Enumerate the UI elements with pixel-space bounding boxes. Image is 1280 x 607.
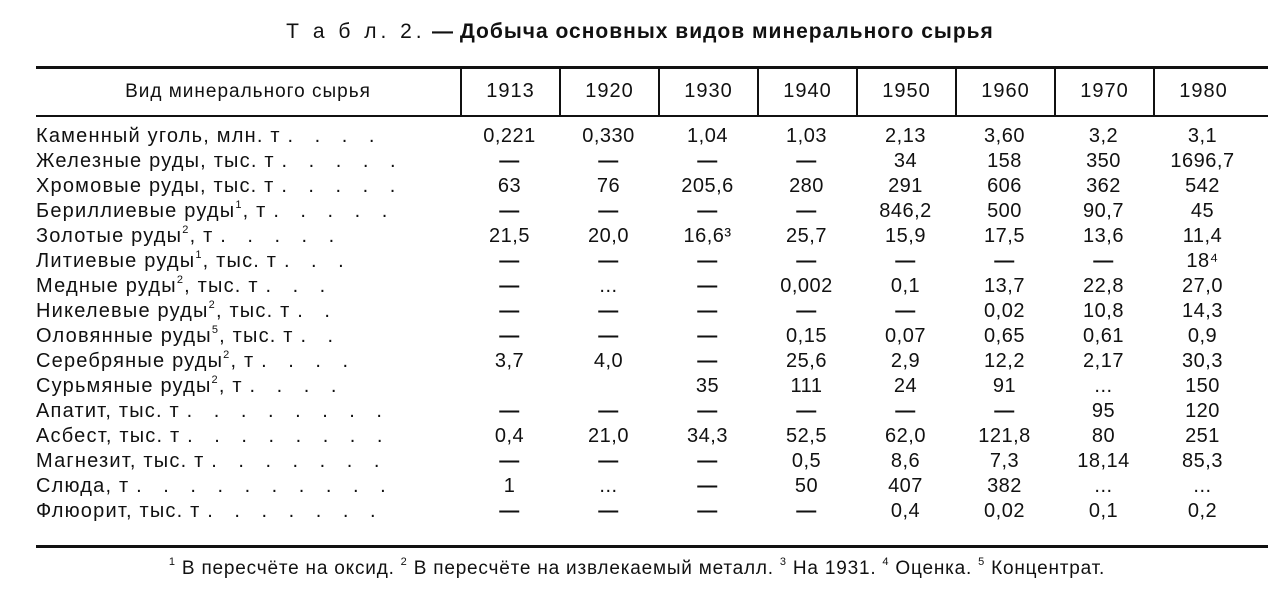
leader-dots: . . . . <box>287 125 383 147</box>
bottom-rule <box>36 545 1268 548</box>
table-cell: 0,221 <box>483 125 536 147</box>
table-cell: 24 <box>893 375 918 397</box>
table-cell: 15,9 <box>885 225 926 247</box>
row-footnote-mark: 2 <box>208 300 216 311</box>
row-name <box>36 150 460 173</box>
table-cell: 280 <box>789 175 824 197</box>
table-cell: 0,4 <box>890 500 921 522</box>
table-cell: 25,6 <box>786 350 827 372</box>
table-row <box>36 449 1268 474</box>
table-cell: — <box>598 450 619 472</box>
table-cell: — <box>895 400 916 422</box>
table-cell: 111 <box>790 375 823 397</box>
table-cell: 10,8 <box>1083 300 1124 322</box>
table-cell: 362 <box>1086 175 1121 197</box>
footnote-text: Оценка. <box>895 558 973 579</box>
header-name-column: Вид минерального сырья <box>125 80 371 102</box>
table-cell: — <box>499 325 520 347</box>
table-cell: 3,1 <box>1187 125 1218 147</box>
table-cell: 80 <box>1091 425 1116 447</box>
row-unit: , т <box>242 200 267 222</box>
header-year: 1950 <box>856 68 955 115</box>
table-cell: 0,02 <box>984 300 1025 322</box>
table-cell: 13,7 <box>984 275 1025 297</box>
header-year: 1980 <box>1153 68 1252 115</box>
row-label: Железные руды, тыс. т <box>36 150 275 172</box>
table-cell: 606 <box>987 175 1022 197</box>
table-cell: — <box>796 200 817 222</box>
leader-dots: . . . <box>283 250 352 272</box>
row-footnote-mark: 1 <box>235 200 243 211</box>
table-cell: — <box>499 300 520 322</box>
table-cell: — <box>697 500 718 522</box>
row-label: Оловянные руды <box>36 325 212 347</box>
table-cell: 0,2 <box>1187 500 1218 522</box>
table-cell: — <box>598 400 619 422</box>
row-name <box>36 175 460 198</box>
row-footnote-mark: 5 <box>211 325 220 336</box>
footnote-text: В пересчёте на извлекаемый металл. <box>413 558 774 579</box>
row-unit: , тыс. т <box>202 250 278 272</box>
row-label: Хромовые руды, тыс. т <box>36 175 275 197</box>
table-cell: — <box>499 500 520 522</box>
table-cell: — <box>796 500 817 522</box>
table-cell: — <box>499 400 520 422</box>
table-cell: 1 <box>503 475 516 497</box>
row-name <box>36 225 460 248</box>
table-row <box>36 249 1268 274</box>
header-rule <box>36 115 1268 117</box>
table-cell: 7,3 <box>989 450 1020 472</box>
row-footnote-mark: 2 <box>223 350 231 361</box>
table-cell: 2,17 <box>1083 350 1124 372</box>
table-cell: 34,3 <box>687 425 728 447</box>
table-cell: 120 <box>1185 400 1220 422</box>
table-cell: — <box>697 350 718 372</box>
table-cell: 150 <box>1185 375 1220 397</box>
table-cell: 17,5 <box>984 225 1025 247</box>
table-cell: 1696,7 <box>1170 150 1235 172</box>
footnote-text: Концентрат. <box>991 558 1106 579</box>
footnote-number: 4 <box>882 556 890 568</box>
table-cell: — <box>1093 250 1114 272</box>
header-year: 1960 <box>955 68 1054 115</box>
table-cell: 95 <box>1091 400 1116 422</box>
row-footnote-mark: 2 <box>211 375 219 386</box>
row-label: Серебряные руды <box>36 350 224 372</box>
row-unit: , т <box>189 225 214 247</box>
table-cell: 1,04 <box>687 125 728 147</box>
row-unit: , т <box>230 350 255 372</box>
footnote-number: 1 <box>168 556 176 568</box>
row-label: Сурьмяные руды <box>36 375 212 397</box>
table-cell: 0,9 <box>1187 325 1218 347</box>
table-cell: 0,4 <box>494 425 525 447</box>
table-cell: — <box>895 250 916 272</box>
table-cell: 20,0 <box>588 225 629 247</box>
table-cell: 382 <box>987 475 1022 497</box>
table-cell: 0,1 <box>1088 500 1119 522</box>
leader-dots: . . . . . . . . <box>187 425 391 447</box>
row-name <box>36 325 460 348</box>
table-cell: — <box>697 300 718 322</box>
table-cell: — <box>994 400 1015 422</box>
table-cell: — <box>697 400 718 422</box>
footnote-text: На 1931. <box>792 558 877 579</box>
table-cell: — <box>697 275 718 297</box>
table-row <box>36 324 1268 349</box>
table-cell: 14,3 <box>1182 300 1223 322</box>
row-label: Медные руды <box>36 275 177 297</box>
table-cell: — <box>895 300 916 322</box>
footnote-number: 3 <box>779 556 787 568</box>
table-cell: 0,5 <box>791 450 822 472</box>
table-row <box>36 424 1268 449</box>
table-row <box>36 349 1268 374</box>
table-row <box>36 199 1268 224</box>
row-name <box>36 125 460 148</box>
row-label: Литиевые руды <box>36 250 196 272</box>
table-cell: ... <box>1094 475 1113 497</box>
row-label: Бериллиевые руды <box>36 200 236 222</box>
leader-dots: . . . <box>265 275 334 297</box>
header-year: 1970 <box>1054 68 1153 115</box>
table-cell: — <box>598 150 619 172</box>
table-cell: 0,02 <box>984 500 1025 522</box>
row-footnote-mark: 2 <box>176 275 185 286</box>
table-cell: 62,0 <box>885 425 926 447</box>
leader-dots: . . <box>297 300 338 322</box>
table-cell: 3,2 <box>1088 125 1119 147</box>
row-name <box>36 450 460 473</box>
table-cell: — <box>796 250 817 272</box>
footnote <box>882 558 972 579</box>
table-cell: 52,5 <box>786 425 827 447</box>
table-cell: 0,65 <box>984 325 1025 347</box>
row-label: Асбест, тыс. т <box>36 425 181 447</box>
row-label: Золотые руды <box>36 225 183 247</box>
row-name <box>36 200 460 223</box>
table-cell: 291 <box>888 175 923 197</box>
row-name <box>36 500 460 523</box>
row-name <box>36 400 460 423</box>
table-cell: 350 <box>1086 150 1121 172</box>
table-cell: — <box>499 200 520 222</box>
table-row <box>36 299 1268 324</box>
table-cell: 8,6 <box>890 450 921 472</box>
table-body <box>36 124 1268 524</box>
table-cell: — <box>598 300 619 322</box>
table-row <box>36 149 1268 174</box>
row-name <box>36 275 460 298</box>
table-cell: — <box>697 450 718 472</box>
table-cell: 0,002 <box>780 275 833 297</box>
table-cell: ... <box>599 475 618 497</box>
footnote <box>780 558 877 579</box>
row-name <box>36 475 460 498</box>
table-heading: Добыча основных видов минерального сырья <box>459 20 994 43</box>
table-cell: 91 <box>992 375 1017 397</box>
table-cell: 85,3 <box>1182 450 1223 472</box>
table-cell: — <box>598 250 619 272</box>
table-cell: ... <box>599 275 618 297</box>
table-cell: — <box>499 150 520 172</box>
table-cell: — <box>499 250 520 272</box>
row-unit: , т <box>218 375 243 397</box>
table-label: Т а б л. 2. <box>286 20 426 43</box>
leader-dots: . . . . . <box>281 175 404 197</box>
table-cell: — <box>598 200 619 222</box>
table-row <box>36 374 1268 399</box>
table-cell: 2,13 <box>885 125 926 147</box>
leader-dots: . . . . <box>249 375 345 397</box>
leader-dots: . . . . . <box>281 150 404 172</box>
table-row <box>36 499 1268 524</box>
table-cell: — <box>697 200 718 222</box>
row-unit: , тыс. т <box>219 325 294 347</box>
table-cell: 407 <box>888 475 923 497</box>
table-cell: — <box>697 250 718 272</box>
table-cell: 500 <box>987 200 1022 222</box>
row-unit: , тыс. т <box>184 275 259 297</box>
table-row <box>36 274 1268 299</box>
table-cell: 158 <box>987 150 1022 172</box>
table-cell: 0,61 <box>1083 325 1124 347</box>
row-footnote-mark: 2 <box>182 225 190 236</box>
table-cell: 50 <box>794 475 819 497</box>
table-cell: 0,330 <box>582 125 635 147</box>
title-dash: — <box>432 20 454 43</box>
table-cell: 90,7 <box>1083 200 1124 222</box>
leader-dots: . . <box>300 325 342 347</box>
table-cell: 45 <box>1190 200 1215 222</box>
row-footnote-mark: 1 <box>195 250 203 261</box>
table-cell: 22,8 <box>1083 275 1124 297</box>
table-cell: — <box>598 500 619 522</box>
table-row <box>36 399 1268 424</box>
footnotes <box>0 558 1280 580</box>
header-year: 1940 <box>757 68 856 115</box>
row-name <box>36 425 460 448</box>
table-cell: 1,03 <box>786 125 827 147</box>
table-cell: 0,15 <box>786 325 827 347</box>
table-cell: 3,60 <box>984 125 1025 147</box>
table-cell: — <box>697 325 718 347</box>
table-row <box>36 224 1268 249</box>
footnote <box>401 558 774 579</box>
row-name <box>36 375 460 398</box>
footnote <box>978 558 1105 579</box>
table-cell: 0,07 <box>885 325 926 347</box>
header-years <box>460 68 1252 115</box>
table-cell: 121,8 <box>978 425 1031 447</box>
row-name <box>36 300 460 323</box>
leader-dots: . . . . . . . <box>207 500 384 522</box>
table-cell: 27,0 <box>1182 275 1223 297</box>
table-cell: — <box>697 475 718 497</box>
leader-dots: . . . . . <box>220 225 343 247</box>
table-cell: 11,4 <box>1182 225 1223 247</box>
table-cell: 21,5 <box>489 225 530 247</box>
table-cell: ... <box>1193 475 1212 497</box>
table-cell: 18,14 <box>1077 450 1130 472</box>
row-label: Никелевые руды <box>36 300 209 322</box>
table-row <box>36 124 1268 149</box>
table-cell: ... <box>1094 375 1113 397</box>
row-label: Каменный уголь, млн. т <box>36 125 281 147</box>
footnote-number: 5 <box>978 556 986 568</box>
table-cell: 205,6 <box>681 175 734 197</box>
table-row <box>36 474 1268 499</box>
header-year: 1920 <box>559 68 658 115</box>
row-label: Флюорит, тыс. т <box>36 500 201 522</box>
footnote-number: 2 <box>400 556 408 568</box>
row-label: Магнезит, тыс. т <box>36 450 205 472</box>
row-unit: , тыс. т <box>215 300 291 322</box>
table-cell: 21,0 <box>588 425 629 447</box>
leader-dots: . . . . . . . . <box>186 400 390 422</box>
table-cell: 18⁴ <box>1186 250 1219 272</box>
table-cell: 34 <box>893 150 918 172</box>
footnote-text: В пересчёте на оксид. <box>181 558 395 579</box>
table-cell: 25,7 <box>786 225 827 247</box>
table-cell: 2,9 <box>890 350 921 372</box>
leader-dots: . . . . . . . <box>211 450 388 472</box>
table-cell: 13,6 <box>1083 225 1124 247</box>
table-cell: 3,7 <box>494 350 525 372</box>
table-cell: — <box>598 325 619 347</box>
table-cell: — <box>697 150 718 172</box>
table-cell: 4,0 <box>593 350 624 372</box>
table-cell: — <box>796 150 817 172</box>
table-cell: 35 <box>695 375 720 397</box>
table-cell: 0,1 <box>890 275 921 297</box>
table-cell: 846,2 <box>879 200 932 222</box>
table-cell: 251 <box>1185 425 1220 447</box>
table-cell: 76 <box>596 175 621 197</box>
table-cell: 16,6³ <box>683 225 732 247</box>
table-row <box>36 174 1268 199</box>
table-title <box>0 20 1280 44</box>
leader-dots: . . . . . <box>273 200 396 222</box>
row-name <box>36 250 460 273</box>
leader-dots: . . . . . . . . . . <box>136 475 394 497</box>
row-label: Апатит, тыс. т <box>36 400 180 422</box>
table-cell: — <box>796 400 817 422</box>
table-cell: — <box>499 275 520 297</box>
table-cell: 30,3 <box>1182 350 1223 372</box>
leader-dots: . . . . <box>261 350 357 372</box>
header-year: 1913 <box>460 68 559 115</box>
table-cell: — <box>499 450 520 472</box>
table-cell: 12,2 <box>984 350 1025 372</box>
table-cell: 63 <box>497 175 522 197</box>
table-cell: — <box>994 250 1015 272</box>
row-label: Слюда, т <box>36 475 130 497</box>
table-cell: 542 <box>1185 175 1220 197</box>
footnote <box>169 558 395 579</box>
row-name <box>36 350 460 373</box>
header-year: 1930 <box>658 68 757 115</box>
table-cell: — <box>796 300 817 322</box>
